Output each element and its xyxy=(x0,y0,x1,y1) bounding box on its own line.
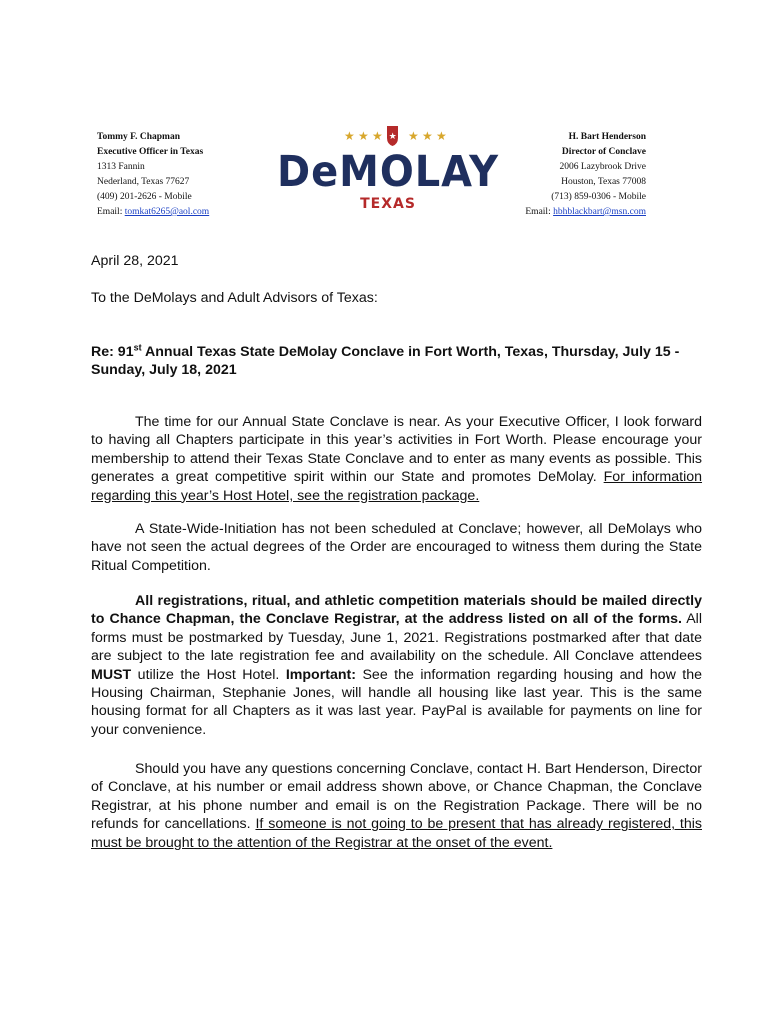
paragraph-3-bold: All registrations, ritual, and athletic competition materials should be mailed directly to Chance Chapman, the Conclave Registrar, at the address listed on all of the forms. xyxy=(91,593,702,628)
director-phone: (713) 859-0306 - Mobile xyxy=(551,192,646,202)
sender-address2: Nederland, Texas 77627 xyxy=(97,177,190,187)
sender-title: Executive Officer in Texas xyxy=(97,147,204,157)
star-icon: ★ xyxy=(436,129,447,143)
director-email-link[interactable]: hbhblackbart@msn.com xyxy=(553,207,646,217)
paragraph-3-must: MUST xyxy=(91,666,132,683)
subject-text: Annual Texas State DeMolay Conclave in Fort Worth, Texas, Thursday, July 15 - Sunday, July 18, 2021 xyxy=(91,344,680,379)
sender-email-line xyxy=(97,205,209,220)
paragraph-1 xyxy=(91,413,702,505)
letter-subject xyxy=(91,343,702,380)
director-address1: 2006 Lazybrook Drive xyxy=(559,162,646,172)
director-email-line xyxy=(525,205,646,220)
star-icon: ★ xyxy=(408,129,419,143)
sender-email-label: Email: xyxy=(97,207,123,217)
paragraph-1-underlined: For information regarding this year’s Host Hotel, see the registration package. xyxy=(91,469,703,504)
director-email-label: Email: xyxy=(525,207,551,217)
paragraph-1-text: The time for our Annual State Conclave is near. As your Executive Officer, I look forward to having all Chapters participate in this year’s activities in Fort Worth. Please encourage your membership to attend their Texas State Conclave and to enter as many events as possible. This generates a great competitive spirit within our State and promotes DeMolay. xyxy=(91,414,702,486)
director-address2: Houston, Texas 77008 xyxy=(561,177,646,187)
paragraph-4-underlined: If someone is not going to be present that has already registered, this must be brought to the attention of the Registrar at the onset of the event. xyxy=(91,816,702,851)
paragraph-4 xyxy=(91,760,702,852)
demolay-texas-logo xyxy=(270,124,506,214)
sender-block xyxy=(97,130,209,220)
sender-name: Tommy F. Chapman xyxy=(97,132,180,142)
sender-phone: (409) 201-2626 - Mobile xyxy=(97,192,192,202)
paragraph-4-text: Should you have any questions concerning Conclave, contact H. Bart Henderson, Director of Conclave, at his number or email address shown above, or Chance Chapman, the Conclave Registrar, at his phone number and email is on the Registration Package. There will be no refunds for cancellations. xyxy=(91,761,702,833)
svg-text:★: ★ xyxy=(388,132,397,142)
sender-address1: 1313 Fannin xyxy=(97,162,145,172)
paragraph-3 xyxy=(91,592,702,739)
director-block xyxy=(525,130,646,220)
letter-salutation: To the DeMolays and Adult Advisors of Texas: xyxy=(91,290,378,306)
director-name: H. Bart Henderson xyxy=(568,132,646,142)
star-icon: ★ xyxy=(422,129,433,143)
logo-subtitle: TEXAS xyxy=(360,196,416,212)
star-icon: ★ xyxy=(372,129,383,143)
star-icon: ★ xyxy=(358,129,369,143)
paragraph-2: A State-Wide-Initiation has not been scheduled at Conclave; however, all DeMolays who have not seen the actual degrees of the Order are encouraged to witness them during the State Ritual Competition. xyxy=(91,521,702,574)
paragraph-3-text-2: utilize the Host Hotel. xyxy=(131,666,286,683)
paragraph-3-text-3: See the information regarding housing and how the Housing Chairman, Stephanie Jones, will handle all housing like last year. This is the same housing format for all Chapters as it was last year. PayPal is available for payments on line for your convenience. xyxy=(91,666,703,738)
paragraph-3-text-1: All forms must be postmarked by Tuesday, June 1, 2021. Registrations postmarked after that date are subject to the late registration fee and availability on the schedule. All Conclave attendees xyxy=(91,611,702,665)
subject-prefix: Re: 91 xyxy=(91,344,134,360)
crest-icon xyxy=(387,126,398,146)
star-icon: ★ xyxy=(344,129,355,143)
sender-email-link[interactable]: tomkat6265@aol.com xyxy=(124,207,210,217)
logo-wordmark: DeMOLAY xyxy=(277,147,499,197)
letter-date: April 28, 2021 xyxy=(91,253,179,269)
subject-superscript: st xyxy=(133,342,142,353)
paragraph-3-important: Important: xyxy=(285,666,356,683)
director-title: Director of Conclave xyxy=(561,147,646,157)
